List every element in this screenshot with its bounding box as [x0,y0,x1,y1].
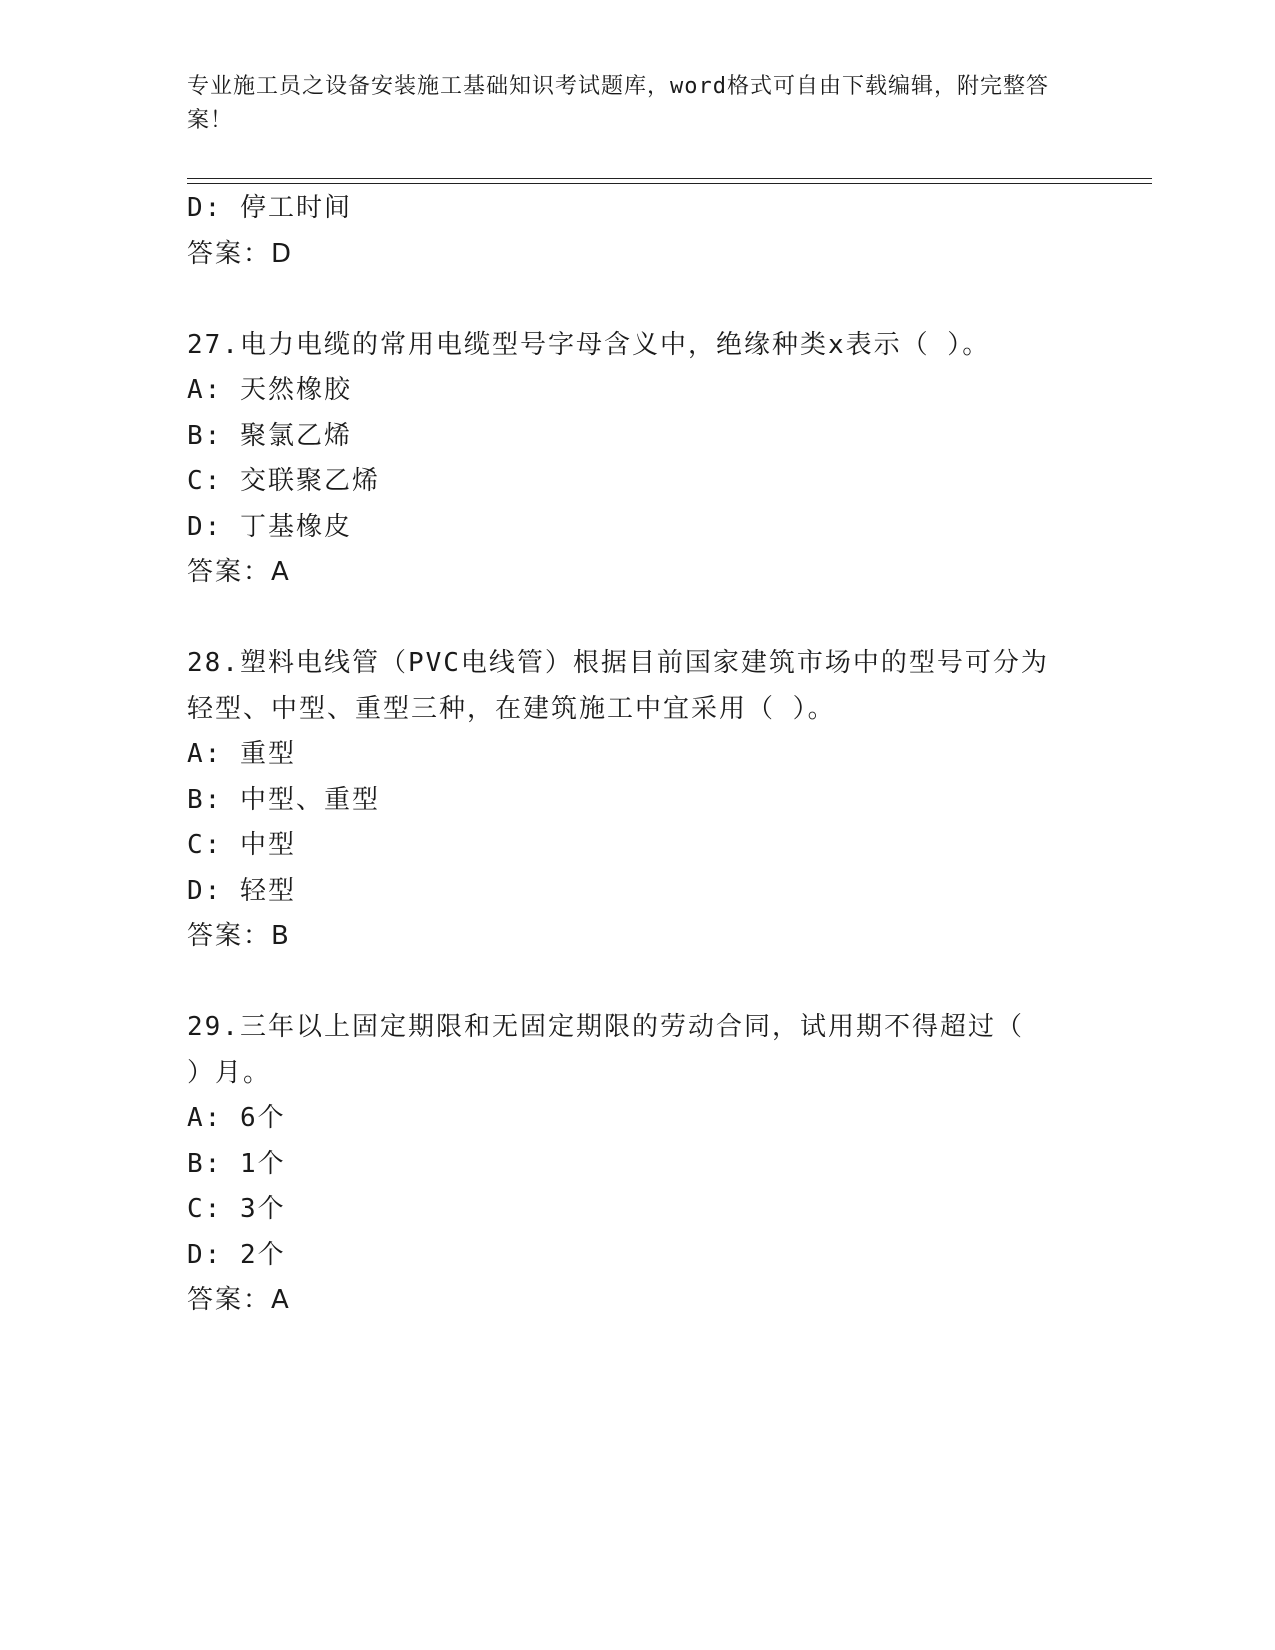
answer-line: 答案：B [187,921,291,951]
option-a: A: 重型 [187,739,296,769]
question-block-28 [187,641,1087,960]
question-stem: 27.电力电缆的常用电缆型号字母含义中，绝缘种类x表示（ ）。 [187,329,991,360]
option-c: C: 中型 [187,830,296,860]
question-stem: 29.三年以上固定期限和无固定期限的劳动合同，试用期不得超过（ [187,1012,1024,1042]
option-a: A: 6个 [187,1103,286,1133]
question-stem-continued: ）月。 [187,1057,272,1088]
question-block-27 [187,323,1087,596]
answer-line: 答案：D [187,238,294,269]
option-b: B: 1个 [187,1148,286,1179]
option-b: B: 中型、重型 [187,784,380,815]
option-d: D: 丁基橡皮 [187,511,352,542]
option-b: B: 聚氯乙烯 [187,420,352,451]
page-header: 专业施工员之设备安装施工基础知识考试题库，word格式可自由下载编辑，附完整答案！ [187,74,1049,133]
question-stem: 28.塑料电线管（PVC电线管）根据目前国家建筑市场中的型号可分为 [187,648,1049,678]
option-a: A: 天然橡胶 [187,375,352,405]
option-d: D: 轻型 [187,875,296,906]
question-stem-continued: 轻型、中型、重型三种，在建筑施工中宜采用（ ）。 [187,693,836,724]
spacer [187,596,1087,642]
spacer [187,277,1087,323]
option-c: C: 交联聚乙烯 [187,466,380,496]
header-divider [187,178,1152,184]
question-block-29 [187,1005,1087,1324]
spacer [187,960,1087,1006]
answer-line: 答案：A [187,1285,291,1315]
option-c: C: 3个 [187,1194,286,1224]
option-d: D: 2个 [187,1239,286,1270]
document-body [187,186,1087,1324]
answer-line: 答案：A [187,557,291,587]
option-d: D: 停工时间 [187,193,352,223]
